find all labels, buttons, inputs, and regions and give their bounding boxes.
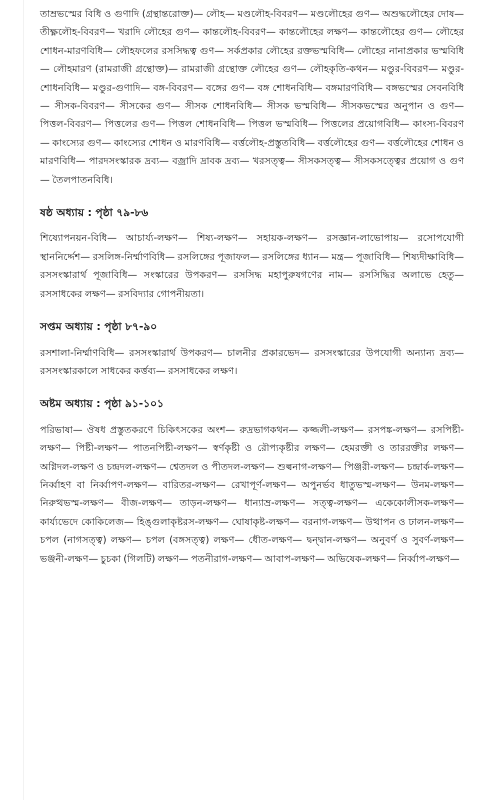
chapter6-text: শিষ্যোপনয়ন-বিধি— আচার্য্য-লক্ষণ— শিষ্য-লক্ষণ— সহায়ক-লক্ষণ— রসজ্ঞান-লাভোপায়— রসোপযোগী স্থাননির্দ্দেশ— রসলিঙ্গ-নির্ম্মাণবিধি— রসলিঙ্গের পূজাফল— রসলিঙ্গের ধ্যান— মন্ত্র— পূজাবিধি— শিষ্যদীক্ষাবিধি— রসসংস্কারার্থ পূজাবিধি— সংস্কারের উপকরণ— রসসিদ্ধ মহাপুরুষগণের নাম— রসসিদ্ধির অলাভে হেতু— রসসাধকের লক্ষণ— রসবিদ্যার গোপনীয়তা। [40, 233, 464, 300]
chapter8-text: পরিভাষা— ঔষধ প্রস্তুতকরণে চিকিৎসকের অংশ— রুদ্রভাগকথন— কজ্জলী-লক্ষণ— রসপঙ্ক-লক্ষণ— রসপিষ্টী-লক্ষণ— পিষ্টী-লক্ষণ— পাতনপিষ্টী-লক্ষণ— স্বর্ণকৃষ্টী ও রৌপ্যকৃষ্টীর লক্ষণ— হেমরক্তী ও তাররক্তীর লক্ষণ— অগ্নিদল-লক্ষণ ও চন্দ্রদল-লক্ষণ— শ্বেতদল ও পীতদল-লক্ষণ— শুল্বনাগ-লক্ষণ— পিঞ্জরী-লক্ষণ— চন্দ্রার্ক-লক্ষণ— নির্ব্বাহণ বা নির্ব্বাপণ-লক্ষণ— বারিতর-লক্ষণ— রেখাপূর্ণ-লক্ষণ— অপুনর্ভব ধাতুভস্ম-লক্ষণ— উনম-লক্ষণ— নিরুত্থভস্ম-লক্ষণ— বীজ-লক্ষণ— তাড়ন-লক্ষণ— ধান্যাভ্র-লক্ষণ— সত্ত্ব-লক্ষণ— একেকোলীসক-লক্ষণ— কার্য্যভেদে কোকিলেজ— হিঙ্গুলাকৃষ্টরস-লক্ষণ— ঘোষাকৃষ্ট-লক্ষণ— বরনাগ-লক্ষণ— উত্থাপন ও ঢালন-লক্ষণ— চপল (নাগসত্ত্ব) লক্ষণ— চপল (বঙ্গসত্ত্ব) লক্ষণ— ধৌত-লক্ষণ— দ্বন্দ্বান-লক্ষণ— অনুবর্ণ ও সুবর্ণ-লক্ষণ— ভঞ্জনী-লক্ষণ— চুচকা (গিলটি) লক্ষণ— পতনীরাগ-লক্ষণ— আবাপ-লক্ষণ— অভিষেক-লক্ষণ— নির্ব্বাপ-লক্ষণ— [40, 424, 464, 565]
page-edge-shadow [23, 0, 24, 800]
chapter6-heading: ষষ্ঠ অধ্যায় : পৃষ্ঠা ৭৯-৮৬ [40, 207, 149, 220]
chapter7-heading: সপ্তম অধ্যায় : পৃষ্ঠা ৮৭-৯০ [40, 321, 158, 334]
chapter5-continued-text: তাম্রভস্মের বিধি ও গুণাদি (গ্রন্থান্তরোক্ত)— লৌহ— মণ্ডলৌহ-বিবরণ— মণ্ডলৌহের গুণ— অশুদ্ধলৌহের দোষ— তীক্ষ্ণলৌহ-বিবরণ— খরাদি লৌহের গুণ— কান্তলৌহ-বিবরণ— কান্তলৌহের লক্ষণ— কান্তলৌহের গুণ— লৌহের শোধন-মারণবিধি— লৌহফলের রসসিদ্ধত্ব গুণ— সর্কপ্রকার লৌহের রক্তভস্মবিধি— লৌহের নানাপ্রকার ভস্মবিধি— লৌহমারণ (রামরাজী গ্রন্থোক্ত)— রামরাজী গ্রন্থোক্ত লৌহের গুণ— লৌহকৃতি-কথন— মণ্ডুর-বিবরণ— মণ্ডুর-শোধনবিধি— মণ্ডুর-গুণাদি— বঙ্গ-বিবরণ— বঙ্গের গুণ— বঙ্গ শোধনবিধি— বঙ্গমারণবিধি— বঙ্গভস্মের সেবনবিধি— সীসক-বিবরণ— সীসকের গুণ— সীসক শোধনবিধি— সীসক ভস্মবিধি— সীসকভস্মের অনুপান ও গুণ— পিত্তল-বিবরণ— পিত্তলের গুণ— পিত্তল শোধনবিধি— পিত্তল ভস্মবিধি— পিত্তলের প্রয়োগবিধি— কাংস্য-বিবরণ— কাংস্যের গুণ— কাংস্যের শোধন ও মারণবিধি— বর্ত্তলৌহ-প্রস্তুতবিধি— বর্ত্তলৌহের গুণ— বর্ত্তলৌহের শোধন ও মারণবিধি— পারদসংস্কারক দ্রব্য— বজ্রাদি দ্রাবক দ্রব্য— খরসত্ত্ব— সীসকসত্ত্ব— সীসকসত্ত্বের প্রয়োগ ও গুণ— তৈলপাতনবিধি। [40, 9, 464, 186]
table-of-contents [40, 6, 464, 569]
chapter7-text: রসশালা-নির্ম্মাণবিধি— রসসংস্কারার্থ উপকরণ— চালনীর প্রকারভেদ— রসসংস্কারের উপযোগী অন্যান্য দ্রব্য— রসসংস্কারকালে সাধকের কর্ত্তব্য— রসসাধকের লক্ষণ। [40, 347, 464, 377]
chapter8-heading: অষ্টম অধ্যায় : পৃষ্ঠা ৯১-১০১ [40, 398, 164, 411]
